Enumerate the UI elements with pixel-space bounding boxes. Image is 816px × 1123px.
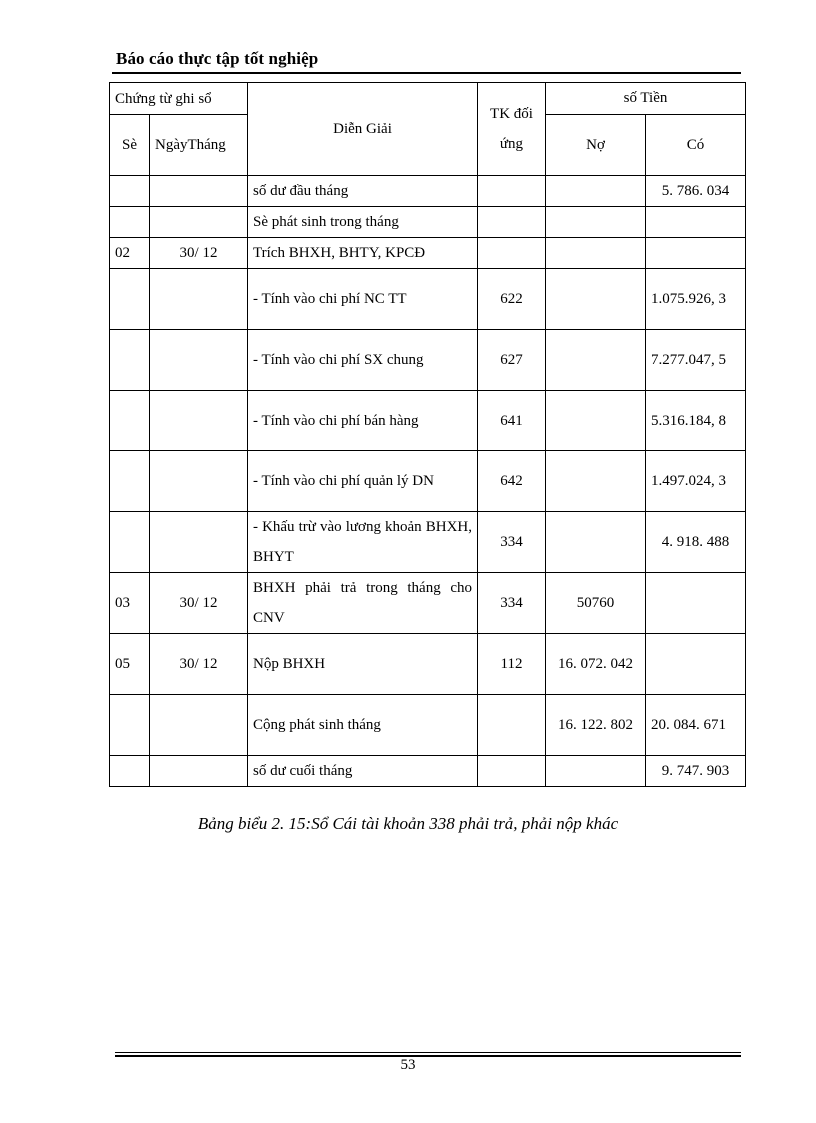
header-credit: Có <box>646 115 746 176</box>
cell-credit <box>646 238 746 269</box>
cell-debit <box>546 512 646 573</box>
cell-account: 642 <box>478 451 546 512</box>
cell-debit <box>546 451 646 512</box>
cell-date: 30/ 12 <box>150 634 248 695</box>
header-date: NgàyTháng <box>150 115 248 176</box>
cell-date <box>150 391 248 451</box>
cell-debit <box>546 756 646 787</box>
cell-description: số dư cuối tháng <box>248 756 478 787</box>
cell-date <box>150 451 248 512</box>
header-rule <box>112 72 741 74</box>
cell-description: - Tính vào chi phí SX chung <box>248 330 478 391</box>
table-header-row-1 <box>110 83 746 115</box>
header-description: Diễn Giải <box>248 83 478 176</box>
cell-credit: 5. 786. 034 <box>646 176 746 207</box>
cell-no <box>110 695 150 756</box>
cell-description: - Tính vào chi phí NC TT <box>248 269 478 330</box>
table-row <box>110 238 746 269</box>
table-row <box>110 451 746 512</box>
cell-credit: 5.316.184, 8 <box>646 391 746 451</box>
cell-account: 112 <box>478 634 546 695</box>
cell-description: - Tính vào chi phí bán hàng <box>248 391 478 451</box>
table-row <box>110 330 746 391</box>
cell-date <box>150 512 248 573</box>
cell-debit <box>546 207 646 238</box>
cell-credit: 20. 084. 671 <box>646 695 746 756</box>
cell-no <box>110 512 150 573</box>
cell-credit: 1.497.024, 3 <box>646 451 746 512</box>
table-row <box>110 573 746 634</box>
cell-debit <box>546 330 646 391</box>
cell-description: - Khấu trừ vào lương khoản BHXH, BHYT <box>248 512 478 573</box>
cell-no: 05 <box>110 634 150 695</box>
cell-credit: 9. 747. 903 <box>646 756 746 787</box>
header-amount-group: số Tiền <box>546 83 746 115</box>
cell-no <box>110 756 150 787</box>
table-caption: Bảng biểu 2. 15:Sổ Cái tài khoản 338 phải trả, phải nộp khác <box>197 814 619 833</box>
cell-no <box>110 451 150 512</box>
cell-debit <box>546 238 646 269</box>
cell-debit <box>546 176 646 207</box>
cell-credit: 1.075.926, 3 <box>646 269 746 330</box>
page-header-title: Báo cáo thực tập tốt nghiệp <box>116 49 319 68</box>
cell-account: 622 <box>478 269 546 330</box>
header-account: TK đối ứng <box>478 83 546 176</box>
table-row <box>110 695 746 756</box>
page-number: 53 <box>400 1057 416 1073</box>
header-voucher-group: Chứng từ ghi sổ <box>110 83 248 115</box>
cell-debit <box>546 391 646 451</box>
ledger-table <box>109 82 746 787</box>
cell-account <box>478 695 546 756</box>
cell-credit <box>646 573 746 634</box>
cell-debit: 16. 072. 042 <box>546 634 646 695</box>
cell-description: Nộp BHXH <box>248 634 478 695</box>
cell-credit <box>646 207 746 238</box>
cell-no <box>110 207 150 238</box>
cell-date <box>150 756 248 787</box>
cell-no: 02 <box>110 238 150 269</box>
cell-credit: 4. 918. 488 <box>646 512 746 573</box>
cell-account <box>478 207 546 238</box>
cell-description: Cộng phát sinh tháng <box>248 695 478 756</box>
cell-date: 30/ 12 <box>150 238 248 269</box>
cell-no <box>110 391 150 451</box>
cell-debit <box>546 269 646 330</box>
cell-date <box>150 695 248 756</box>
cell-date: 30/ 12 <box>150 573 248 634</box>
table-row <box>110 512 746 573</box>
cell-date <box>150 330 248 391</box>
cell-no: 03 <box>110 573 150 634</box>
cell-date <box>150 176 248 207</box>
ledger-body <box>110 176 746 787</box>
cell-description: Trích BHXH, BHTY, KPCĐ <box>248 238 478 269</box>
header-debit: Nợ <box>546 115 646 176</box>
cell-no <box>110 269 150 330</box>
cell-description: Sè phát sinh trong tháng <box>248 207 478 238</box>
cell-description: - Tính vào chi phí quản lý DN <box>248 451 478 512</box>
cell-account: 334 <box>478 573 546 634</box>
cell-credit <box>646 634 746 695</box>
cell-debit: 16. 122. 802 <box>546 695 646 756</box>
table-row <box>110 756 746 787</box>
cell-no <box>110 176 150 207</box>
table-row <box>110 176 746 207</box>
cell-description: số dư đầu tháng <box>248 176 478 207</box>
table-row <box>110 391 746 451</box>
cell-debit: 50760 <box>546 573 646 634</box>
cell-account <box>478 176 546 207</box>
table-row <box>110 269 746 330</box>
table-row <box>110 207 746 238</box>
cell-account: 627 <box>478 330 546 391</box>
cell-account: 641 <box>478 391 546 451</box>
cell-description: BHXH phải trả trong tháng cho CNV <box>248 573 478 634</box>
cell-account <box>478 756 546 787</box>
footer-rule <box>115 1052 741 1053</box>
cell-account <box>478 238 546 269</box>
cell-credit: 7.277.047, 5 <box>646 330 746 391</box>
table-row <box>110 634 746 695</box>
cell-date <box>150 269 248 330</box>
cell-date <box>150 207 248 238</box>
cell-account: 334 <box>478 512 546 573</box>
cell-no <box>110 330 150 391</box>
header-no: Sè <box>110 115 150 176</box>
